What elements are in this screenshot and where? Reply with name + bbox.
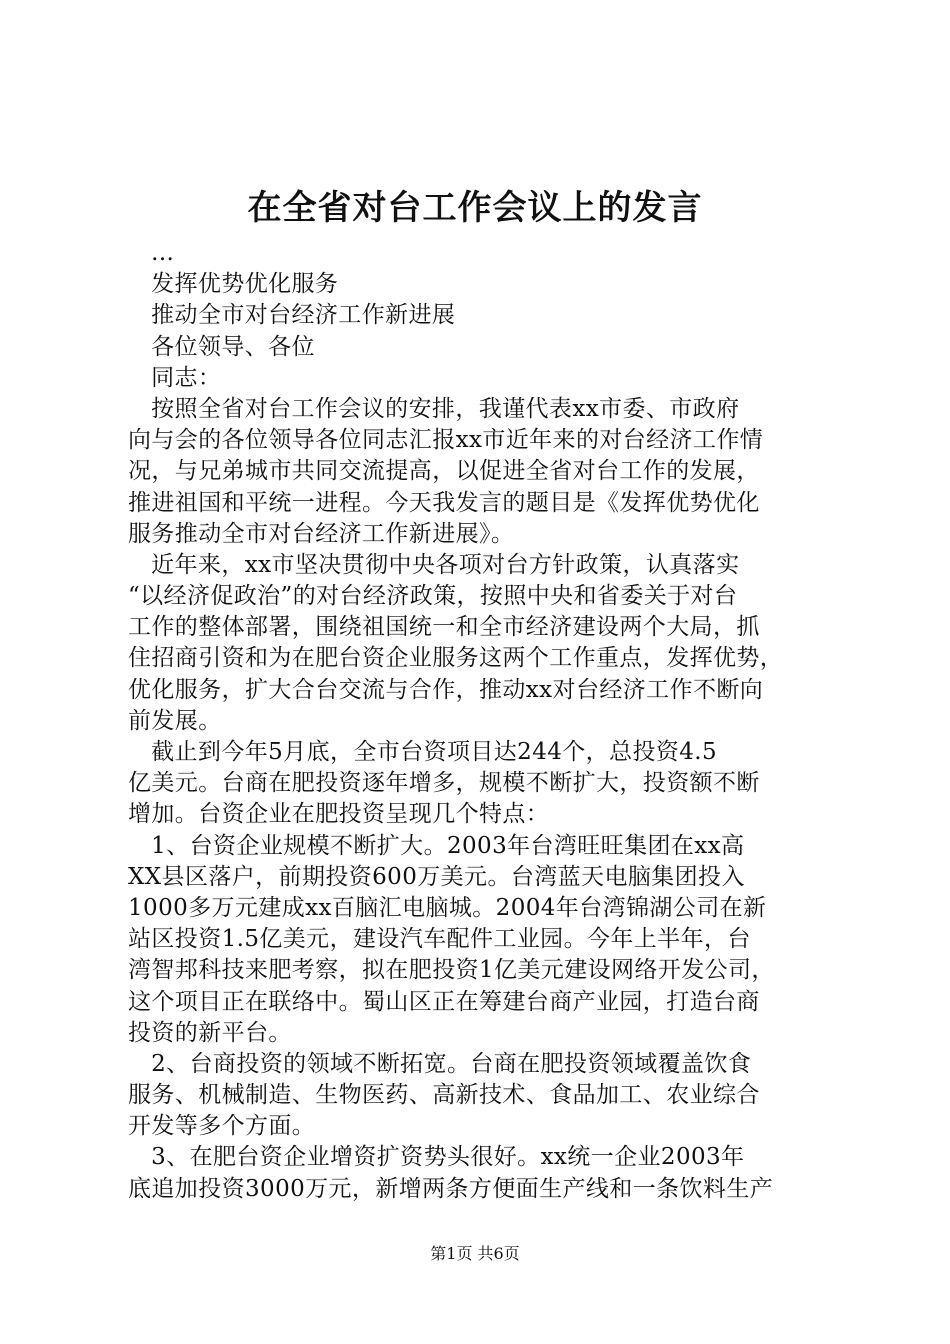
text-line: 推动全市对台经济工作新进展 [128,302,456,329]
text-line: 截止到今年5月底，全市台资项目达244个，总投资4.5 [128,739,718,765]
text-line: 1000多万元建成xx百脑汇电脑城。2004年台湾锦湖公司在新 [128,894,767,921]
text-line: 2、台商投资的领域不断拓宽。台商在肥投资领域覆盖饮食 [128,1050,752,1077]
text-line: 投资的新平台。 [128,1019,292,1046]
text-line: “以经济促政治”的对台经济政策，按照中央和省委关于对台 [128,583,738,610]
text-line: 站区投资1.5亿美元，建设汽车配件工业园。今年上半年，台 [128,926,751,953]
text-line: 推进祖国和平统一进程。今天我发言的题目是《发挥优势优化 [128,489,760,516]
text-line: 3、在肥台资企业增资扩资势头很好。xx统一企业2003年 [128,1144,745,1171]
text-line: 优化服务，扩大合台交流与合作，推动xx对台经济工作不断向 [128,676,764,703]
text-line: 况，与兄弟城市共同交流提高，以促进全省对台工作的发展， [128,458,760,485]
page-footer: 第1页 共6页 [430,1244,520,1263]
text-line: 发挥优势优化服务 [128,271,339,298]
document-title: 在全省对台工作会议上的发言 [247,188,703,228]
text-line: 服务、机械制造、生物医药、高新技术、食品加工、农业综合 [128,1082,760,1109]
text-line: 服务推动全市对台经济工作新进展》。 [128,520,515,547]
text-line: 开发等多个方面。 [128,1113,316,1140]
document-body [128,238,828,1205]
text-line: 这个项目正在联络中。蜀山区正在筹建台商产业园，打造台商 [128,988,760,1015]
text-line: 增加。台资企业在肥投资呈现几个特点： [128,801,550,828]
text-line: 湾智邦科技来肥考察，拟在肥投资1亿美元建设网络开发公司， [128,957,775,984]
text-line: 向与会的各位领导各位同志汇报xx市近年来的对台经济工作情 [128,427,764,454]
text-line: XX县区落户，前期投资600万美元。台湾蓝天电脑集团投入 [128,863,745,890]
text-line: 底追加投资3000万元，新增两条方便面生产线和一条饮料生产 [128,1175,774,1202]
text-line: 工作的整体部署，围绕祖国统一和全市经济建设两个大局，抓 [128,614,760,641]
text-line: ... [128,240,175,266]
text-line: 亿美元。台商在肥投资逐年增多，规模不断扩大，投资额不断 [128,770,760,797]
text-line: 住招商引资和为在肥台资企业服务这两个工作重点，发挥优势， [128,645,784,672]
text-line: 近年来，xx市坚决贯彻中央各项对台方针政策，认真落实 [128,551,740,578]
text-line: 按照全省对台工作会议的安排，我谨代表xx市委、市政府 [128,395,740,422]
text-line: 各位领导、各位 [128,333,315,360]
text-line: 1、台资企业规模不断扩大。2003年台湾旺旺集团在xx高 [128,832,745,859]
text-line: 前发展。 [128,707,222,734]
text-line: 同志： [128,364,222,391]
